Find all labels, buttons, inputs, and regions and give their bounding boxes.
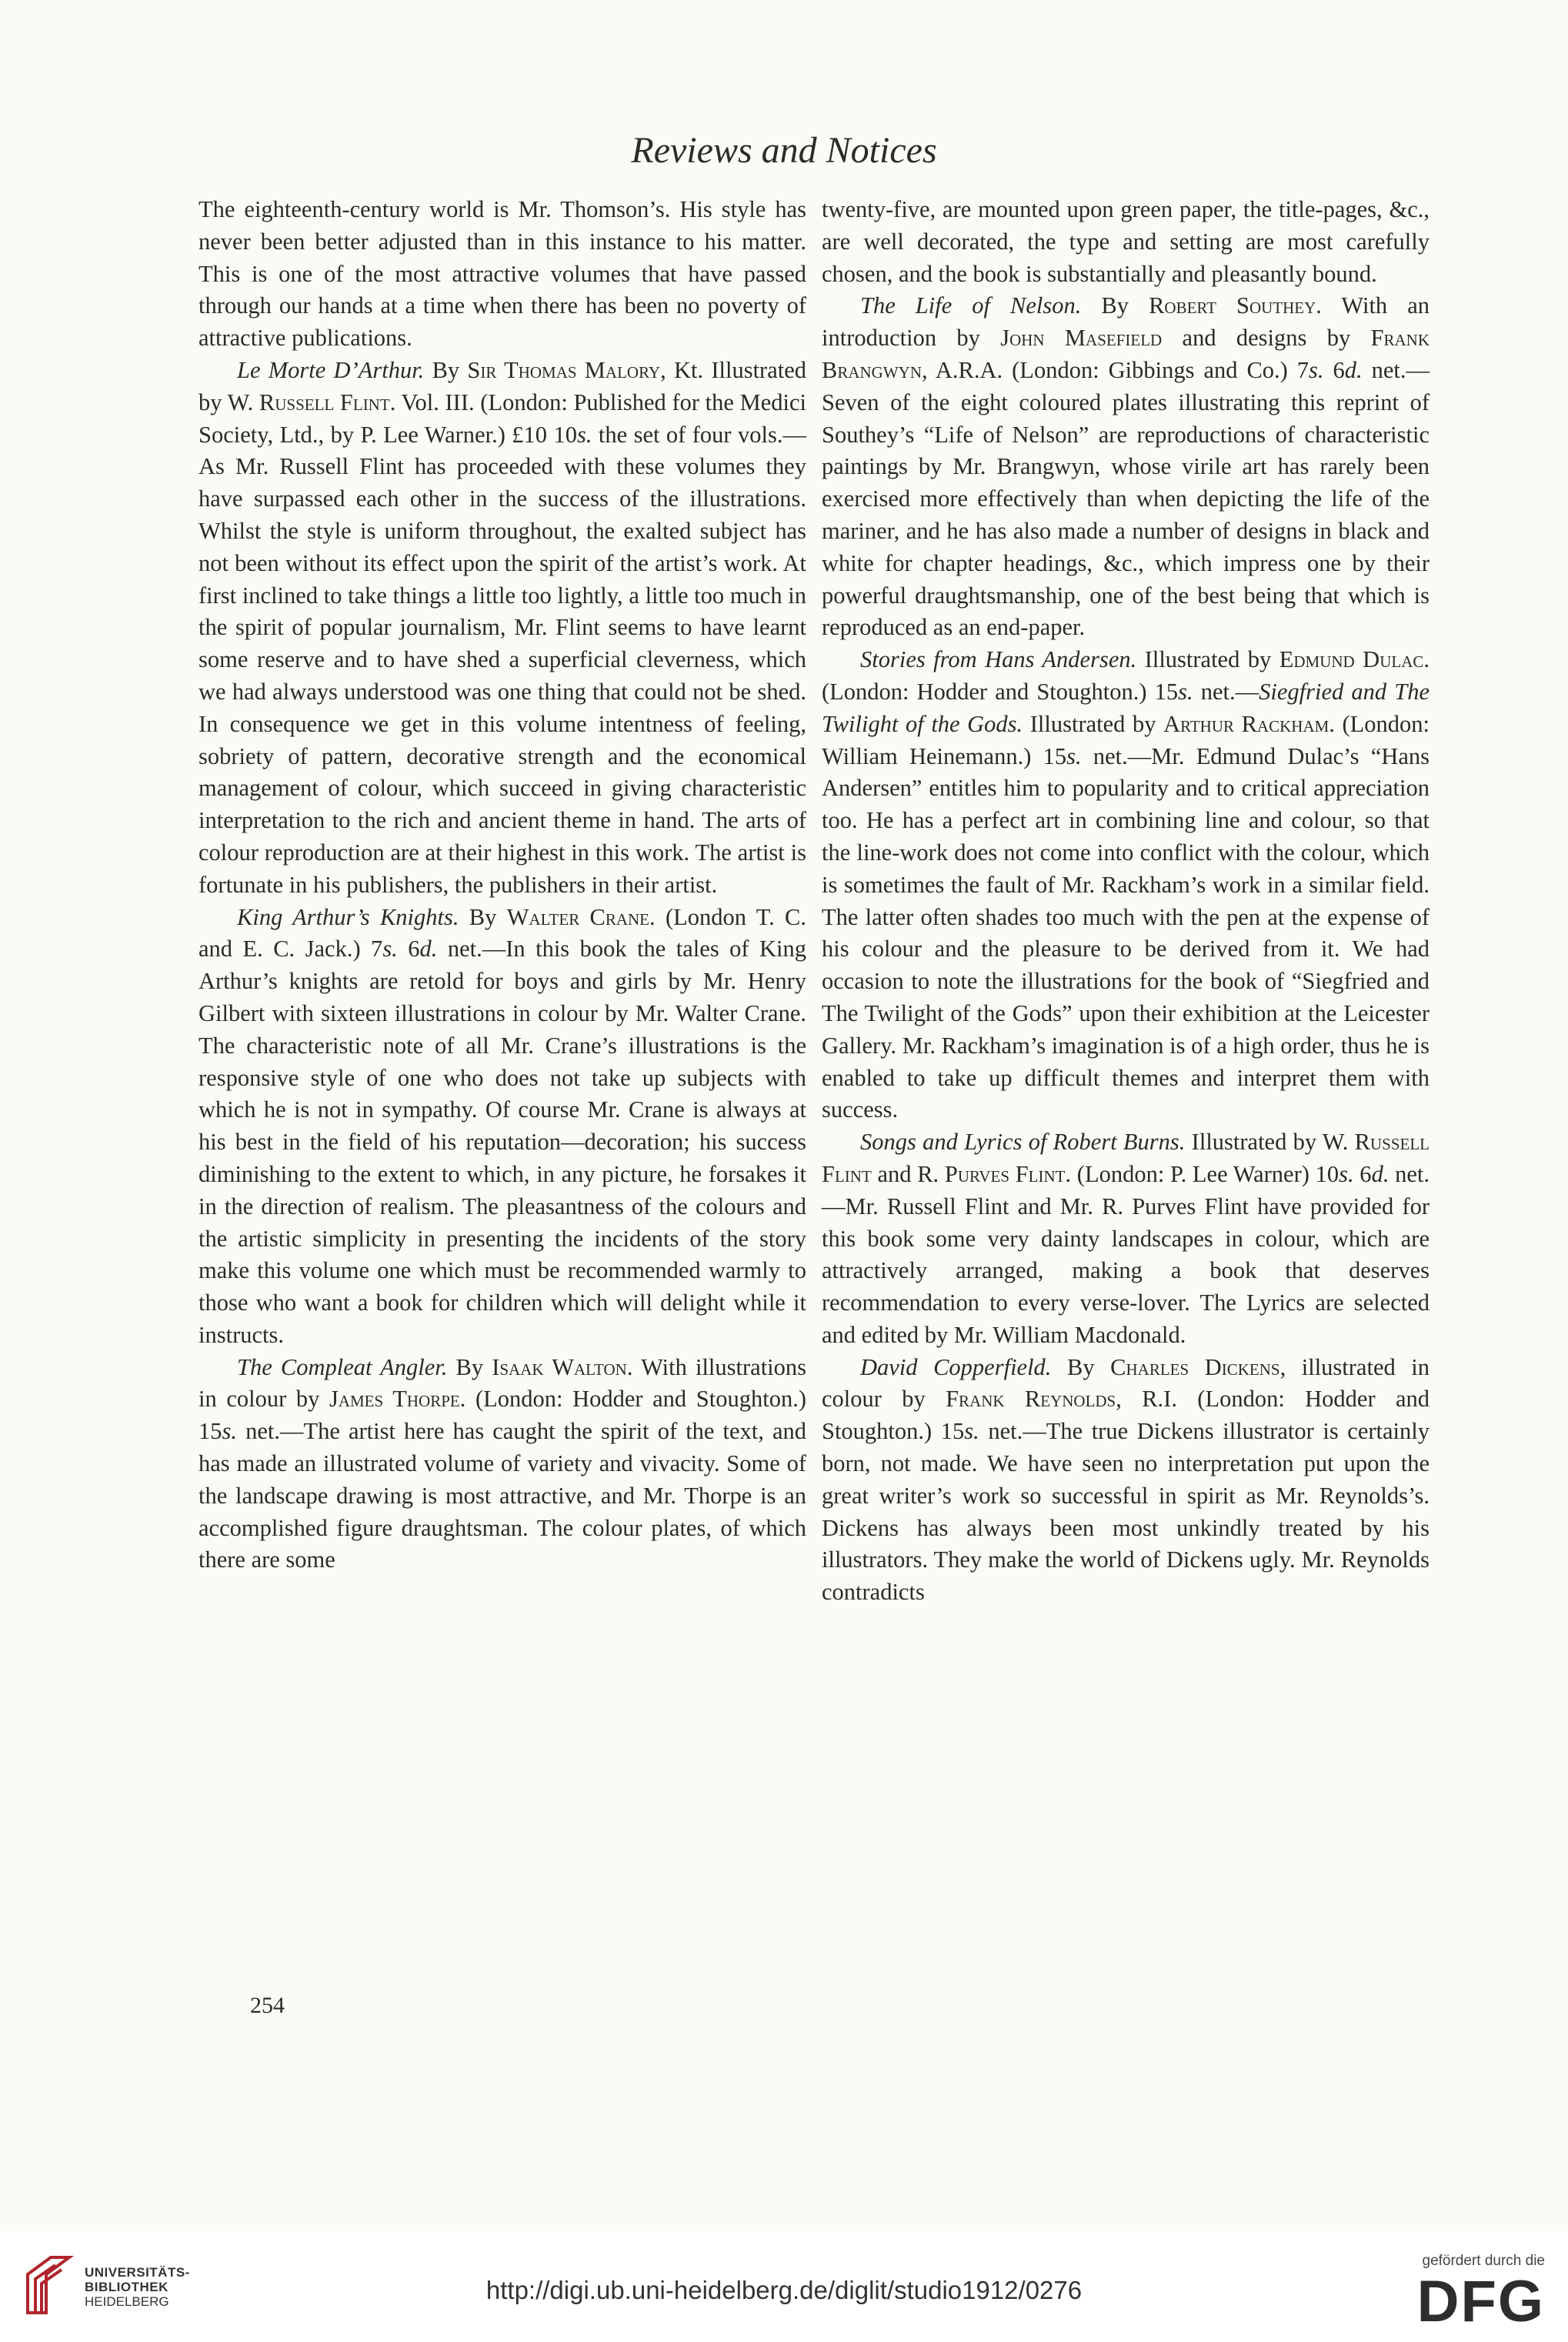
library-name: UNIVERSITÄTS- BIBLIOTHEK HEIDELBERG xyxy=(85,2265,190,2309)
review-paragraph: The eighteenth-century world is Mr. Thomson’s. His style has never been better adjusted than in this instance to his matter. This is one of the most attractive volumes that have passed through our hands at a time when there has been no poverty of attractive publications. xyxy=(199,196,806,352)
review-hans-andersen: Stories from Hans Andersen. Illustrated by Edmund Dulac. (London: Hodder and Stoughton.) 15s. net.—Siegfried and The Twilight of the Gods. Illustrated by Arthur Rackham. (London: William Heinemann.) 15s. net.—Mr. Edmund Dulac’s “Hans Andersen” entitles him to popularity and to critical appreciation too. He has a perfect art in combining line and colour, so that the line-work does not come into conflict with the colour, which is sometimes the fault of Mr. Rackham’s work in a similar field. The latter often shades too much with the pen at the expense of his colour and the pleasure to be derived from it. We had occasion to note the illustrations for the book of “Siegfried and The Twilight of the Gods” upon their exhibition at the Leicester Gallery. Mr. Rackham’s imagination is of a high order, thus he is enabled to take up difficult themes and interpret them with success. xyxy=(822,646,1430,1123)
page-number: 254 xyxy=(250,1993,285,2018)
running-head: Reviews and Notices xyxy=(631,130,937,171)
right-column xyxy=(822,194,1430,1609)
review-life-of-nelson: The Life of Nelson. By Robert Southey. With an introduction by John Masefield and designs by Frank Brangwyn, A.R.A. (London: Gibbings and Co.) 7s. 6d. net.—Seven of the eight coloured plates illustrating this reprint of Southey’s “Life of Nelson” are reproductions of characteristic paintings by Mr. Brangwyn, whose virile art has rarely been exercised more effectively than when depicting the life of the mariner, and he has also made a number of designs in black and white for chapter headings, &c., which impress one by their powerful draughtsmanship, one of the best being that which is reproduced as an end-paper. xyxy=(822,292,1430,641)
funding-label: gefördert durch die xyxy=(1422,2253,1545,2269)
review-songs-and-lyrics: Songs and Lyrics of Robert Burns. Illustrated by W. Russell Flint and R. Purves Flint. (London: P. Lee Warner) 10s. 6d. net.—Mr. Russell Flint and Mr. R. Purves Flint have provided for this book some very dainty landscapes in colour, which are attractively arranged, making a book that deserves recommendation to every verse-lover. The Lyrics are selected and edited by Mr. William Macdonald. xyxy=(822,1129,1430,1348)
review-king-arthurs-knights: King Arthur’s Knights. By Walter Crane. (London T. C. and E. C. Jack.) 7s. 6d. net.—In this book the tales of King Arthur’s knights are retold for boys and girls by Mr. Henry Gilbert with sixteen illustrations in colour by Mr. Walter Crane. The characteristic note of all Mr. Crane’s illustrations is the responsive style of one who does not take up subjects with which he is not in sympathy. Of course Mr. Crane is always at his best in the field of his reputation—decoration; his success diminishing to the extent to which, in any picture, he forsakes it in the direction of realism. The pleasantness of the colours and the artistic simplicity in presenting the incidents of the story make this volume one which must be recommended warmly to those who want a book for children which will delight while it instructs. xyxy=(199,903,807,1348)
dfg-logo: DFG xyxy=(1416,2269,1545,2334)
left-column xyxy=(199,194,806,1576)
review-paragraph: twenty-five, are mounted upon green paper, the title-pages, &c., are well decorated, the type and setting are most carefully chosen, and the book is substantially and pleasantly bound. xyxy=(822,196,1430,287)
review-compleat-angler: The Compleat Angler. By Isaak Walton. With illustrations in colour by James Thorpe. (London: Hodder and Stoughton.) 15s. net.—The artist here has caught the spirit of the text, and has made an illustrated volume of variety and vivacity. Some of the landscape drawing is most attractive, and Mr. Thorpe is an accomplished figure draughtsman. The colour plates, of which there are some xyxy=(199,1353,807,1573)
digitization-footer xyxy=(0,2231,1568,2342)
review-le-morte-darthur: Le Morte D’Arthur. By Sir Thomas Malory, Kt. Illustrated by W. Russell Flint. Vol. III. (London: Published for the Medici Society, Ltd., by P. Lee Warner.) £10 10s. the set of four vols.—As Mr. Russell Flint has proceeded with these volumes they have surpassed each other in the success of the illustrations. Whilst the style is uniform throughout, the exalted subject has not been without its effect upon the spirit of the artist’s work. At first inclined to take things a little too lightly, a little too much in the spirit of popular journalism, Mr. Flint seems to have learnt some reserve and to have shed a superficial cleverness, which we had always understood was one thing that could not be shed. In consequence we get in this volume intentness of feeling, sobriety of pattern, decorative strength and the economical management of colour, which succeed in giving characteristic interpretation to the rich and ancient theme in hand. The arts of colour reproduction are at their highest in this work. The artist is fortunate in his publishers, the publishers in their artist. xyxy=(199,356,806,898)
review-david-copperfield: David Copperfield. By Charles Dickens, illustrated in colour by Frank Reynolds, R.I. (London: Hodder and Stoughton.) 15s. net.—The true Dickens illustrator is certainly born, not made. We have seen no interpretation put upon the great writer’s work so successful in spirit as Mr. Reynolds’s. Dickens has always been most unkindly treated by his illustrators. They make the world of Dickens ugly. Mr. Reynolds contradicts xyxy=(822,1353,1430,1606)
source-url-link[interactable]: http://digi.ub.uni-heidelberg.de/diglit/studio1912/0276 xyxy=(485,2276,1083,2304)
